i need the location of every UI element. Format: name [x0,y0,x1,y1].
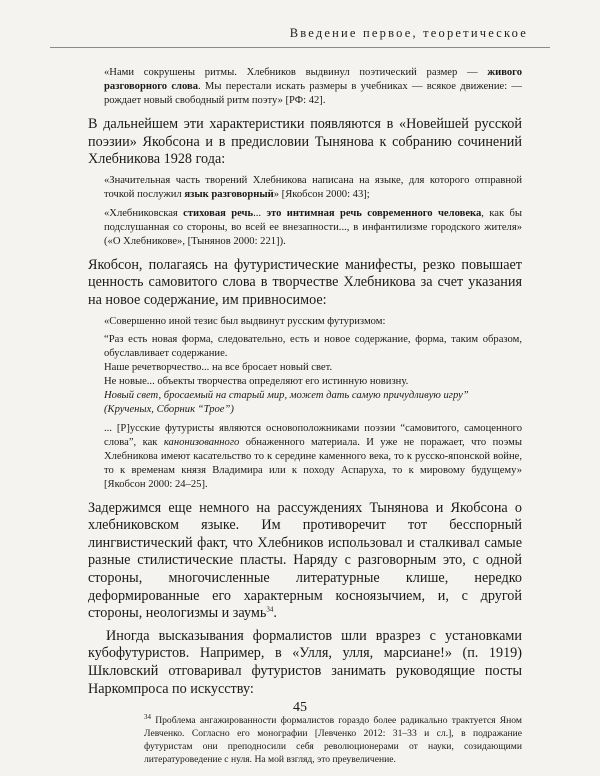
quote-text: . Мы перестали искать размеры в учебниках — всякое движение: — рождает новый свободный ритм поэту» [РФ: 42]. [104,81,522,106]
page-number: 45 [293,700,307,715]
quote-intro: «Совершенно иной тезис был выдвинут русским футуризмом: [104,315,386,327]
quote-text: ... [Р]усские футуристы являются основоположниками поэзии “самовитого, самоценного слова”, как [104,422,522,448]
quote-text: «Нами сокрушены ритмы. Хлебников выдвинул поэтический размер — [104,67,488,78]
verse-attribution: (Крученых, Сборник “Трое”) [104,403,234,415]
verse-line: “Раз есть новая форма, следовательно, есть и новое содержание, форма, таким образом, обуславливает содержание. [104,333,522,359]
quote-text: » [Якобсон 2000: 43]; [273,188,370,200]
page-content [88,66,522,776]
quote-text: , как бы подслушанная со стороны, во всей ее внезапности..., в инфантилизме городского жителя» («О Хлебникове», [Тынянов 2000: 221]). [104,207,523,247]
paragraph-text: . [273,605,277,622]
quote-emphasis: это интимная речь современного человека [266,207,482,219]
quote-paragraph [88,66,522,108]
verse-line: Новый свет, бросаемый на старый мир, может дать самую причудливую игру” [104,389,469,401]
verse-line: Наше речетворчество... на все бросает новый свет. [104,361,333,373]
quote-paragraph [88,174,522,202]
quote-text: «Значительная часть творений Хлебникова написана на языке, для которого отправной точкой послужил [104,174,522,200]
quote-text: «Хлебниковская [104,207,184,219]
verse-block [88,333,522,417]
quote-emphasis: стиховая речь [183,207,254,219]
quote-paragraph [88,207,522,249]
verse-line: Не новые... объекты творчества определяют его истинную новизну. [104,375,409,387]
quote-paragraph [88,422,522,492]
body-paragraph: Якобсон, полагаясь на футуристические манифесты, резко повышает ценность самовитого слова в творчестве Хлебникова за счет указания на новое содержание, им привносимое: [88,256,522,308]
footnote [88,714,522,766]
quote-text: обнаженного материала. И уже не поражает, что поэмы Хлебникова имеют касательство то к середине каменного века, то к русско-японской войне, то к временам князя Владимира или к походу Аспаруха, то к мировому будущему» [Якобсон 2000: 24–25]. [104,436,522,490]
body-paragraph [88,500,522,623]
quote-italic: канонизованного [163,436,240,448]
footnote-text: Проблема ангажированности формалистов гораздо более радикально трактуется Яном Левченко. Согласно его монографии [Левченко 2012: 31–33 и сл.], в подражание футуристам они преподносили себя революционерами от науки, созидающими литературоведение с нуля. На мой взгляд, это преувеличение. [144,715,522,766]
body-paragraph: Иногда высказывания формалистов шли вразрез с установками кубофутуристов. Например, в «Улля, улля, марсиане!» (п. 1919) Шкловский отговаривал футуристов занимать руководящие посты Наркомпроса по искусству: [88,627,522,697]
header-rule [50,47,550,48]
quote-text: ... [253,207,267,219]
quote-emphasis: язык разговорный [184,188,274,200]
paragraph-text: Задержимся еще немного на рассуждениях Тынянова и Якобсона о хлебниковском языке. Им противоречит тот бесспорный лингвистический факт, что Хлебников использовал и сталкивал самые разные стилистические пласты. Наряду с разговорным это, с одной стороны, многочисленные литературные клише, нередко деформированные его характерным косноязычием, и, с другой стороны, неологизмы и заумь [88,499,522,622]
footnote-reference: 34 [266,605,274,614]
quote-emphasis: живого разговорного слова [104,67,522,92]
body-paragraph: В дальнейшем эти характеристики появляются в «Новейшей русской поэзии» Якобсона и в предисловии Тынянова к собранию сочинений Хлебникова 1928 года: [88,116,522,168]
running-head: Введение первое, теоретическое [289,26,528,40]
footnote-number: 34 [144,712,151,721]
